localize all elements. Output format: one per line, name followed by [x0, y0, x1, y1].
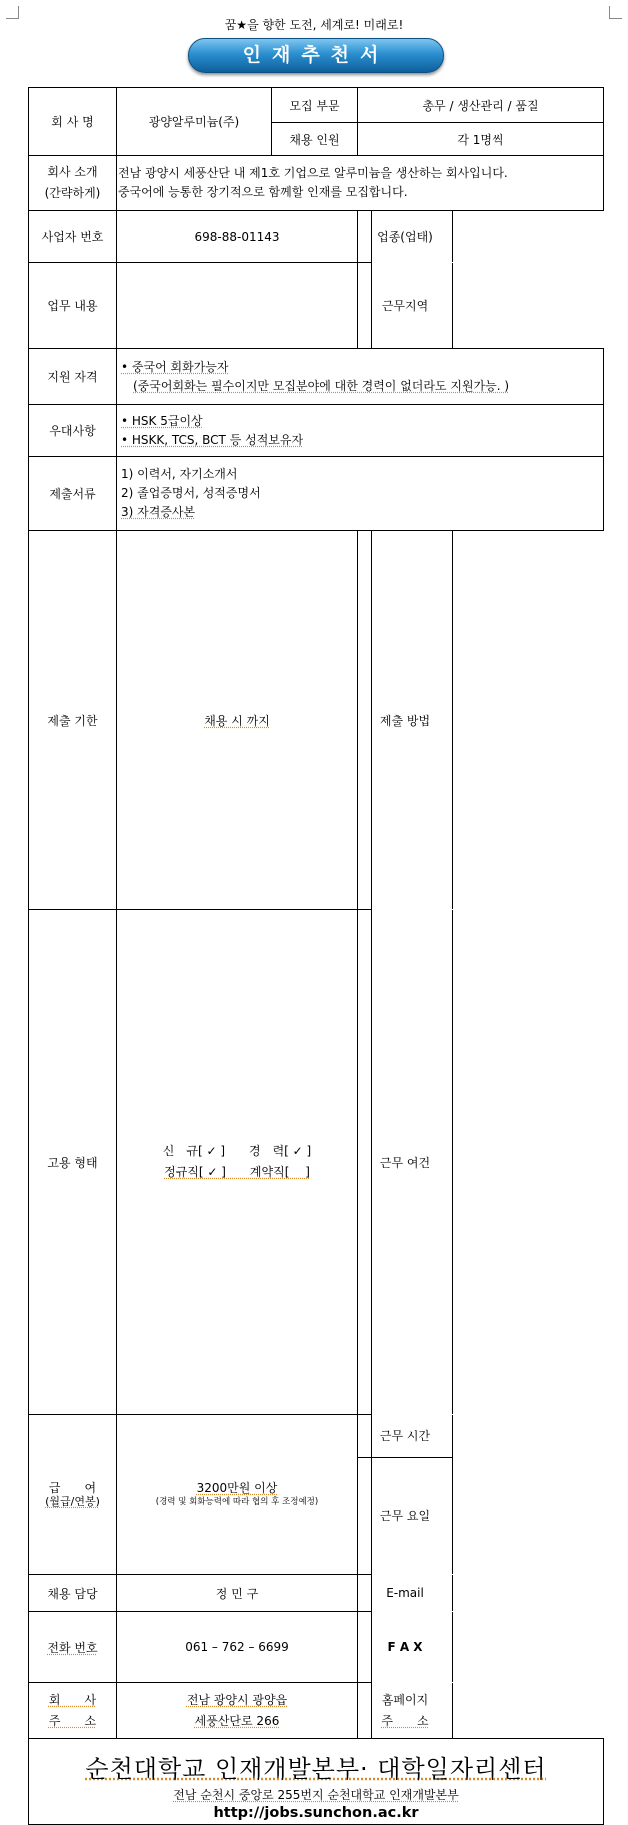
work-days-label: 근무 요일 — [358, 1458, 453, 1575]
email-subtable — [358, 1575, 453, 1611]
company-name-value: 광양알루미늄(주) — [117, 88, 272, 156]
homepage-label-1: 홈페이지 — [381, 1692, 429, 1707]
footer — [29, 1739, 604, 1825]
qualification-line-2: (중국어회화는 필수이지만 모집분야에 대한 경력이 없더라도 지원가능. ) — [133, 378, 510, 393]
star-icon: ★ — [236, 18, 248, 32]
industry-cell — [358, 211, 433, 263]
email-cell — [358, 1575, 424, 1612]
row-qualification — [29, 349, 604, 405]
submit-method-label: 제출 방법 — [358, 531, 453, 909]
fax-cell — [358, 1612, 423, 1683]
work-condition-label: 근무 여건 — [358, 910, 453, 1414]
employment-type-line-1: 신 규[ ✓ ] 경 력[ ✓ ] — [162, 1144, 312, 1158]
manager-label: 채용 담당 — [29, 1575, 117, 1612]
work-condition-cell — [358, 910, 431, 1415]
row-phone — [29, 1612, 604, 1683]
salary-value — [117, 1415, 358, 1575]
row-company-name — [29, 88, 604, 123]
address-line-2: 세풍산단로 266 — [194, 1713, 280, 1728]
submit-method-cell — [358, 531, 431, 910]
slogan — [0, 16, 628, 33]
footer-org: 순천대학교 인재개발본부· 대학일자리센터 — [85, 1754, 547, 1783]
row-footer — [29, 1739, 604, 1825]
slogan-post: 을 향한 도전, 세계로! 미래로! — [247, 18, 404, 32]
employment-label: 고용 형태 — [29, 910, 117, 1415]
deadline-label: 제출 기한 — [29, 531, 117, 910]
phone-label: 전화 번호 — [29, 1612, 117, 1683]
work-time-subtable — [358, 1415, 453, 1574]
company-intro-label-1: 회사 소개 — [47, 165, 98, 179]
homepage-label — [358, 1683, 453, 1738]
work-area-cell — [358, 263, 429, 349]
work-hours-label: 근무 시간 — [358, 1415, 453, 1458]
homepage-cell — [358, 1683, 429, 1739]
address-label — [29, 1683, 117, 1739]
company-intro-label — [29, 156, 117, 211]
company-intro-label-2: (간략하게) — [44, 186, 101, 200]
headcount-value: 각 1명씩 — [358, 123, 604, 156]
business-number-label: 사업자 번호 — [29, 211, 117, 263]
footer-address: 전남 순천시 중앙로 255번지 순천대학교 인재개발본부 — [173, 1787, 459, 1802]
qualification-label: 지원 자격 — [29, 349, 117, 405]
qualification-line-1: • 중국어 회화가능자 — [121, 359, 229, 374]
employment-type-line-2: 정규직[ ✓ ] 계약직[ ] — [164, 1165, 310, 1179]
row-deadline — [29, 531, 604, 910]
deadline-value: 채용 시 까지 — [117, 531, 358, 910]
footer-url[interactable]: http://jobs.sunchon.ac.kr — [213, 1804, 419, 1821]
documents-label: 제출서류 — [29, 457, 117, 531]
recommendation-form — [28, 87, 604, 1825]
headcount-label: 채용 인원 — [272, 123, 358, 156]
document-title: 인재추천서 — [188, 38, 444, 73]
email-label: E-mail — [358, 1575, 453, 1611]
slogan-pre: 꿈 — [224, 18, 237, 32]
homepage-label-2: 주 소 — [381, 1713, 429, 1728]
salary-label — [29, 1415, 117, 1575]
salary-label-1: 급 여 — [48, 1480, 97, 1495]
row-preference — [29, 405, 604, 457]
preference-line-2: • HSKK, TCS, BCT 등 성적보유자 — [121, 432, 304, 447]
company-intro-line-2: 중국어에 능통한 장기적으로 함께할 인재를 모집합니다. — [118, 185, 408, 199]
industry-subtable — [358, 211, 453, 262]
preference-value — [117, 405, 604, 457]
recruit-field-label: 모집 부문 — [272, 88, 358, 123]
address-value — [117, 1683, 358, 1739]
row-salary — [29, 1415, 604, 1575]
salary-label-2: (월급/연봉) — [45, 1494, 100, 1508]
salary-note: (경력 및 회화능력에 따라 협의 후 조정예정) — [155, 1496, 319, 1507]
homepage-subtable — [358, 1683, 453, 1738]
phone-value: 061 – 762 – 6699 — [117, 1612, 358, 1683]
documents-line-1: 1) 이력서, 자기소개서 — [121, 467, 238, 481]
industry-label: 업종(업태) — [358, 211, 453, 262]
documents-line-2: 2) 졸업증명서, 성적증명서 — [121, 486, 261, 500]
company-intro-line-1: 전남 광양시 세풍산단 내 제1호 기업으로 알루미늄을 생산하는 회사입니다. — [118, 166, 508, 180]
fax-subtable — [358, 1612, 453, 1682]
row-company-intro — [29, 156, 604, 211]
submit-method-subtable — [358, 531, 453, 909]
work-time-cell — [358, 1415, 431, 1575]
row-documents — [29, 457, 604, 531]
business-number-value: 698-88-01143 — [117, 211, 358, 263]
company-intro-value — [117, 156, 604, 211]
work-area-subtable — [358, 263, 453, 348]
work-area-label: 근무지역 — [358, 263, 453, 348]
row-address — [29, 1683, 604, 1739]
recruit-field-value: 총무 / 생산관리 / 품질 — [358, 88, 604, 123]
salary-amount: 3200만원 이상 — [196, 1480, 278, 1495]
company-name-label: 회 사 명 — [29, 88, 117, 156]
qualification-value — [117, 349, 604, 405]
preference-label: 우대사항 — [29, 405, 117, 457]
address-label-2: 주 소 — [48, 1713, 97, 1728]
preference-line-1: • HSK 5급이상 — [121, 413, 203, 428]
address-label-1: 회 사 — [48, 1692, 97, 1707]
row-manager — [29, 1575, 604, 1612]
documents-line-3: 3) 자격증사본 — [121, 505, 196, 519]
duty-label: 업무 내용 — [29, 263, 117, 349]
work-condition-subtable — [358, 910, 453, 1414]
row-duty — [29, 263, 604, 349]
address-line-1: 전남 광양시 광양읍 — [186, 1692, 288, 1707]
manager-value: 정 민 구 — [117, 1575, 358, 1612]
duty-value — [117, 263, 358, 349]
documents-value — [117, 457, 604, 531]
row-employment — [29, 910, 604, 1415]
employment-types — [117, 910, 358, 1415]
fax-label: F A X — [358, 1612, 453, 1682]
row-business-number — [29, 211, 604, 263]
